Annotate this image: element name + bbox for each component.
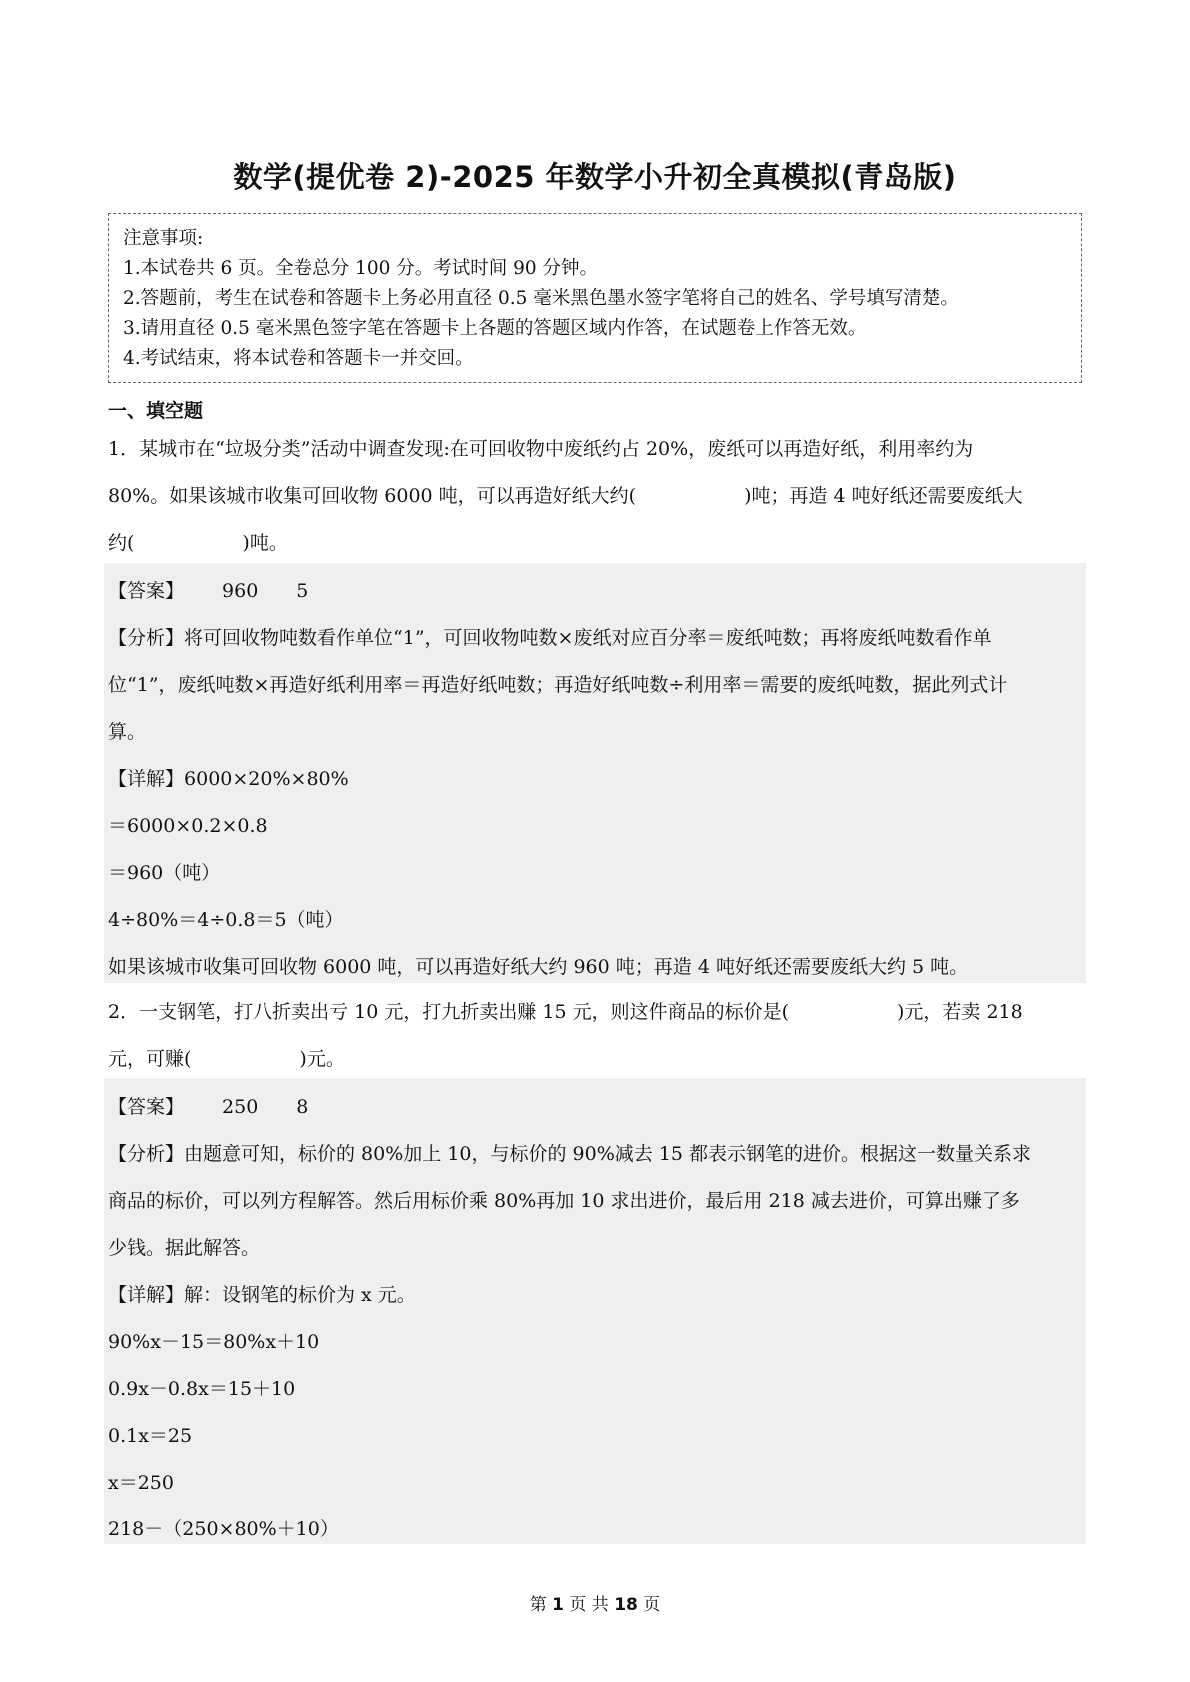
detail-line: 如果该城市收集可回收物 6000 吨，可以再造好纸大约 960 吨；再造 4 吨好纸还需要废纸大约 5 吨。 (108, 956, 969, 978)
section-heading: 一、填空题 (108, 400, 204, 422)
page-title: 数学(提优卷 2)-2025 年数学小升初全真模拟(青岛版) (233, 160, 957, 194)
page-number: 1 (552, 1595, 564, 1615)
answer-value: 960 (222, 580, 259, 602)
notice-item: 1.本试卷共 6 页。全卷总分 100 分。考试时间 90 分钟。 (123, 258, 599, 279)
notice-item: 2.答题前，考生在试卷和答题卡上务必用直径 0.5 毫米黑色墨水签字笔将自己的姓名、学号填写清楚。 (123, 288, 959, 309)
analysis-line: 【分析】由题意可知，标价的 80%加上 10，与标价的 90%减去 15 都表示钢笔的进价。根据这一数量关系求 (108, 1143, 1032, 1165)
detail-line: 0.9x－0.8x＝15＋10 (108, 1378, 296, 1400)
detail-line: x＝250 (108, 1472, 174, 1494)
question-2-line: 元，可赚( )元。 (108, 1048, 345, 1070)
question-1-line: 80%。如果该城市收集可回收物 6000 吨，可以再造好纸大约( )吨；再造 4 吨好纸还需要废纸大 (108, 485, 1023, 507)
analysis-line: 算。 (108, 721, 147, 743)
detail-line: 【详解】6000×20%×80% (108, 768, 349, 790)
answer-value: 8 (296, 1096, 309, 1118)
page-footer: 第 1 页 共 18 页 (529, 1595, 661, 1615)
detail-line: ＝6000×0.2×0.8 (108, 815, 268, 837)
answer-tag: 【答案】 (108, 580, 185, 602)
detail-tag: 【详解】 (108, 1284, 185, 1306)
notice-box (108, 213, 1082, 383)
answer-block-2 (104, 1078, 1086, 1544)
detail-line: 4÷80%＝4÷0.8＝5（吨） (108, 909, 344, 931)
detail-tag: 【详解】 (108, 768, 185, 790)
analysis-tag: 【分析】 (108, 627, 185, 649)
question-2-line: 2．一支钢笔，打八折卖出亏 10 元，打九折卖出赚 15 元，则这件商品的标价是( )元，若卖 218 (108, 1001, 1023, 1023)
question-1-line: 约( )吨。 (108, 532, 288, 554)
detail-line: 【详解】解：设钢笔的标价为 x 元。 (108, 1284, 416, 1306)
analysis-line: 位“1”，废纸吨数×再造好纸利用率＝再造好纸吨数；再造好纸吨数÷利用率＝需要的废纸吨数，据此列式计 (108, 674, 1008, 696)
detail-line: 0.1x＝25 (108, 1425, 193, 1447)
detail-line: 218－（250×80%＋10） (108, 1518, 339, 1540)
analysis-tag: 【分析】 (108, 1143, 185, 1165)
answer-tag: 【答案】 (108, 1096, 185, 1118)
notice-item: 3.请用直径 0.5 毫米黑色签字笔在答题卡上各题的答题区域内作答，在试题卷上作答无效。 (123, 318, 867, 339)
analysis-line: 少钱。据此解答。 (108, 1237, 261, 1259)
answer-block-1 (104, 563, 1086, 983)
analysis-line: 商品的标价，可以列方程解答。然后用标价乘 80%再加 10 求出进价，最后用 218 减去进价，可算出赚了多 (108, 1190, 1020, 1212)
detail-line: ＝960（吨） (108, 862, 221, 884)
answer-value: 250 (222, 1096, 259, 1118)
answer-line (108, 1092, 308, 1119)
answer-value: 5 (296, 580, 309, 602)
page-total: 18 (614, 1595, 638, 1615)
answer-line (108, 576, 308, 603)
notice-item: 4.考试结束，将本试卷和答题卡一并交回。 (123, 348, 474, 369)
detail-line: 90%x－15＝80%x＋10 (108, 1331, 320, 1353)
notice-heading: 注意事项: (123, 228, 204, 249)
question-1-line: 1．某城市在“垃圾分类”活动中调查发现:在可回收物中废纸约占 20%，废纸可以再造好纸，利用率约为 (108, 438, 974, 460)
analysis-line: 【分析】将可回收物吨数看作单位“1”，可回收物吨数×废纸对应百分率＝废纸吨数；再将废纸吨数看作单 (108, 627, 992, 649)
